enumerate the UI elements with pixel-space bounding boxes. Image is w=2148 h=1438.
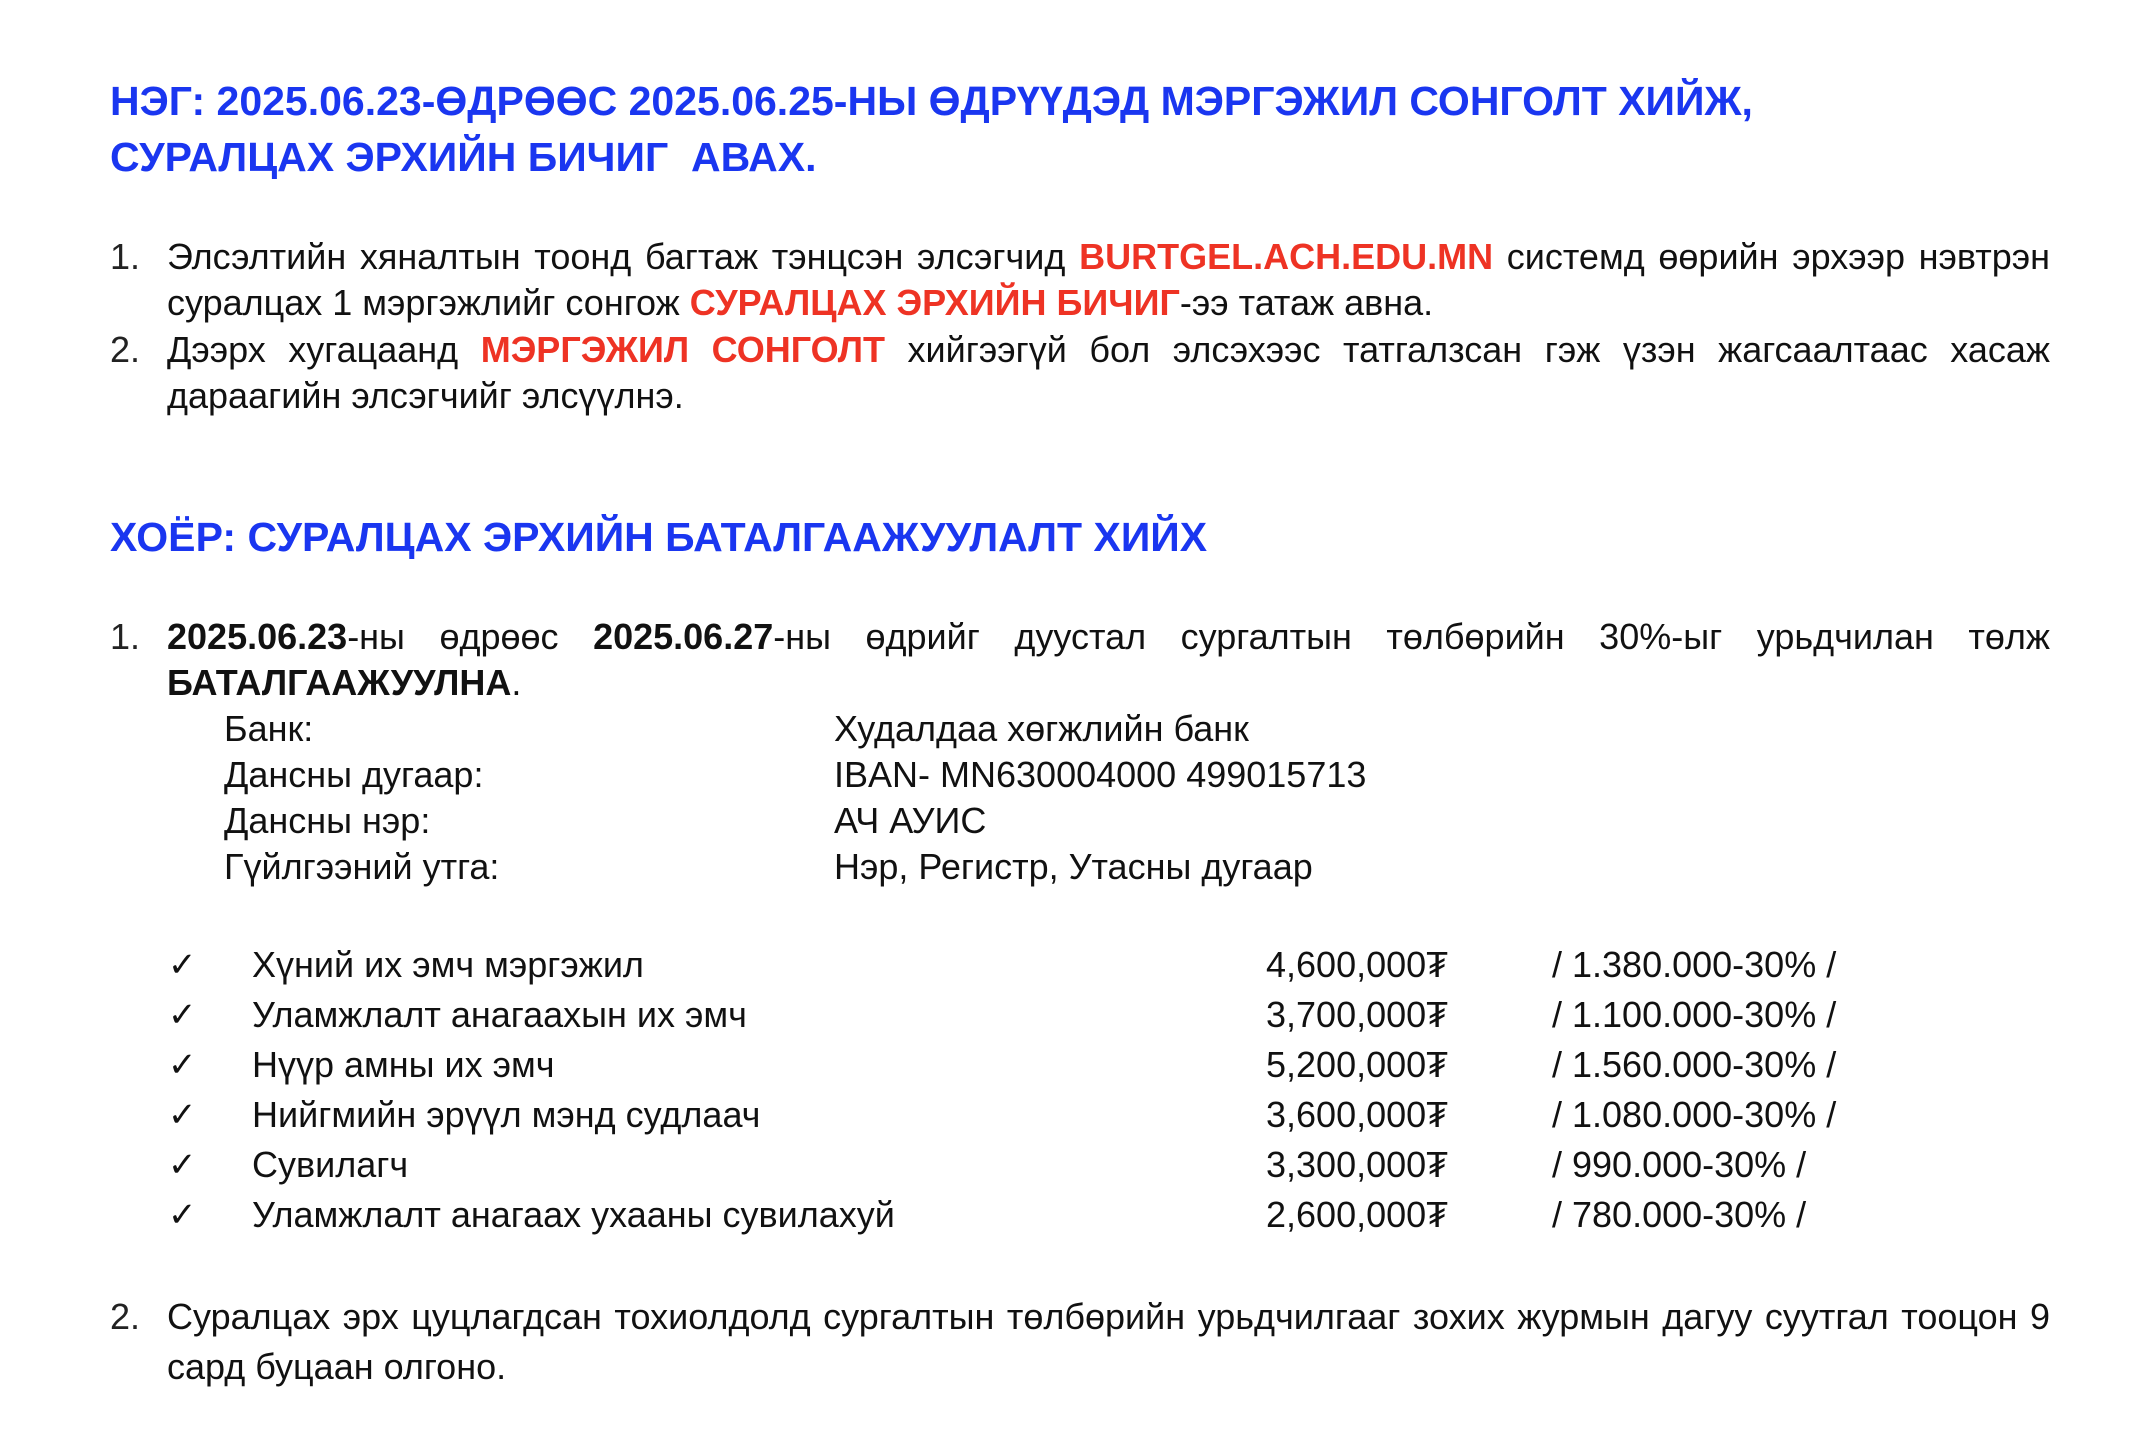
section2-item-2	[110, 1292, 2050, 1392]
certificate-highlight: СУРАЛЦАХ ЭРХИЙН БИЧИГ	[689, 282, 1180, 323]
item-text: системд өөрийн эрхээр нэвтрэн суралцах 1 мэргэжлийг сонгож	[167, 236, 2050, 323]
program-advance: / 990.000-30% /	[1552, 1144, 1807, 1185]
item-number: 2.	[110, 329, 141, 370]
section1-title-line1: НЭГ: 2025.06.23-ӨДРӨӨС 2025.06.25-НЫ ӨДРҮҮДЭД МЭРГЭЖИЛ СОНГОЛТ ХИЙЖ,	[110, 78, 1753, 124]
item-text: хийгээгүй бол элсэхээс татгалзсан гэж үзэн жагсаалтаас хасаж дараагийн элсэгчийг элсүүлнэ.	[167, 329, 2050, 416]
item-number: 2.	[110, 1296, 141, 1337]
checkmark-icon: ✓	[168, 996, 197, 1034]
account-number-label: Дансны дугаар:	[224, 754, 484, 795]
item-text: Элсэлтийн хяналтын тоонд багтаж тэнцсэн элсэгчид	[167, 236, 1080, 277]
checkmark-icon: ✓	[168, 946, 197, 984]
program-name: Уламжлалт анагаах ухааны сувилахуй	[252, 1194, 895, 1235]
program-advance: / 780.000-30% /	[1552, 1194, 1807, 1235]
account-number-value: IBAN- MN630004000 499015713	[834, 754, 1367, 795]
section1-item-1	[110, 234, 2050, 326]
transaction-ref-label: Гүйлгээний утга:	[224, 846, 500, 887]
program-fee: 2,600,000₮	[1266, 1194, 1449, 1235]
checkmark-icon: ✓	[168, 1096, 197, 1134]
program-fee: 5,200,000₮	[1266, 1044, 1449, 1085]
refund-text: Суралцах эрх цуцлагдсан тохиолдолд сургалтын төлбөрийн урьдчилгааг зохих журмын дагуу суутгал тооцон 9 сард буцаан олгоно.	[167, 1296, 2050, 1387]
section2-item-1	[110, 614, 2050, 706]
confirm-emphasis: БАТАЛГААЖУУЛНА	[167, 662, 512, 703]
item-text: Дээрх хугацаанд	[167, 329, 481, 370]
checkmark-icon: ✓	[168, 1046, 197, 1084]
bank-value: Худалдаа хөгжлийн банк	[834, 708, 1249, 749]
program-advance: / 1.380.000-30% /	[1552, 944, 1837, 985]
selection-highlight: МЭРГЭЖИЛ СОНГОЛТ	[480, 329, 886, 370]
program-name: Нүүр амны их эмч	[252, 1044, 555, 1085]
item-text: -ны өдрийг дуустал сургалтын төлбөрийн 30%-ыг урьдчилан төлж	[773, 616, 2051, 657]
section1-title-line2: СУРАЛЦАХ ЭРХИЙН БИЧИГ АВАХ.	[110, 134, 817, 180]
program-fee: 3,700,000₮	[1266, 994, 1449, 1035]
item-text: -ээ татаж авна.	[1179, 282, 1434, 323]
program-fee: 4,600,000₮	[1266, 944, 1449, 985]
program-name: Хүний их эмч мэргэжил	[252, 944, 644, 985]
system-url-highlight: BURTGEL.ACH.EDU.MN	[1079, 236, 1494, 277]
program-advance: / 1.560.000-30% /	[1552, 1044, 1837, 1085]
transaction-ref-value: Нэр, Регистр, Утасны дугаар	[834, 846, 1313, 887]
item-text: -ны өдрөөс	[347, 616, 594, 657]
program-advance: / 1.100.000-30% /	[1552, 994, 1837, 1035]
account-name-value: АЧ АУИС	[834, 800, 987, 841]
checkmark-icon: ✓	[168, 1196, 197, 1234]
program-advance: / 1.080.000-30% /	[1552, 1094, 1837, 1135]
section2-title: ХОЁР: СУРАЛЦАХ ЭРХИЙН БАТАЛГААЖУУЛАЛТ ХИЙХ	[110, 514, 1208, 560]
bank-label: Банк:	[224, 708, 314, 749]
program-fee: 3,600,000₮	[1266, 1094, 1449, 1135]
start-date: 2025.06.23	[167, 616, 348, 657]
item-number: 1.	[110, 236, 141, 277]
program-name: Уламжлалт анагаахын их эмч	[252, 994, 747, 1035]
program-name: Сувилагч	[252, 1144, 409, 1185]
account-name-label: Дансны нэр:	[224, 800, 431, 841]
program-fee: 3,300,000₮	[1266, 1144, 1449, 1185]
item-number: 1.	[110, 616, 141, 657]
checkmark-icon: ✓	[168, 1146, 197, 1184]
program-name: Нийгмийн эрүүл мэнд судлаач	[252, 1094, 761, 1135]
section1-item-2	[110, 327, 2050, 419]
end-date: 2025.06.27	[593, 616, 774, 657]
item-text: .	[511, 662, 522, 703]
